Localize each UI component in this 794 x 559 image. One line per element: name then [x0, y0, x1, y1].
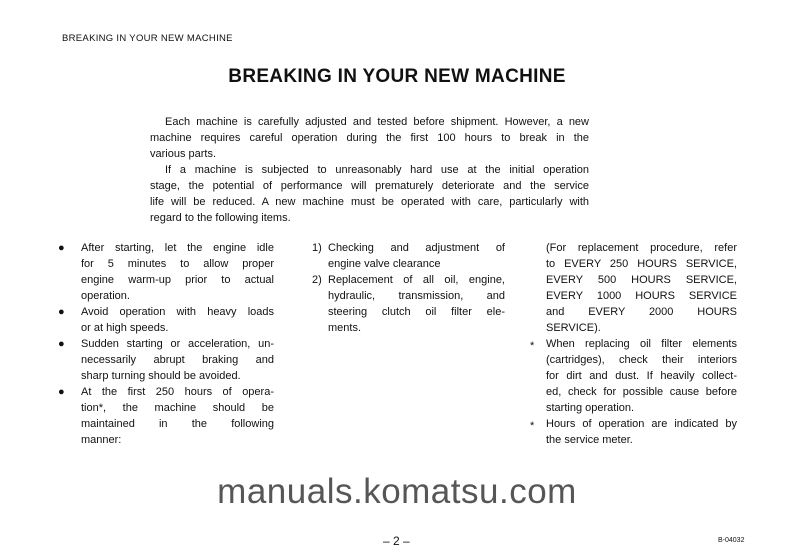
bullet-line: tion*, the machine should be — [81, 402, 274, 414]
bullet-line: Avoid operation with heavy loads — [81, 306, 274, 318]
note-line: the service meter. — [546, 434, 633, 446]
document-code: B-04032 — [718, 537, 745, 544]
service-reference-line: and EVERY 2000 HOURS — [546, 306, 737, 318]
watermark: manuals.komatsu.com — [217, 472, 577, 511]
service-reference-line: EVERY 1000 HOURS SERVICE — [546, 290, 737, 302]
intro-line: machine requires careful operation during the first 100 hours to break in the — [150, 132, 589, 144]
note-line: starting operation. — [546, 402, 635, 414]
bullet-line: At the first 250 hours of opera- — [81, 386, 274, 398]
service-reference-line: to EVERY 250 HOURS SERVICE, — [546, 258, 737, 270]
bullet-icon: ● — [58, 242, 65, 254]
bullet-line: necessarily abrupt braking and — [81, 354, 274, 366]
service-reference-line: (For replacement procedure, refer — [546, 242, 737, 254]
page-title: BREAKING IN YOUR NEW MACHINE — [228, 66, 566, 87]
bullet-line: maintained in the following — [81, 418, 274, 430]
asterisk-note-marker: * — [530, 420, 535, 432]
bullet-icon: ● — [58, 386, 65, 398]
page-number: – 2 – — [383, 534, 410, 548]
intro-line: Each machine is carefully adjusted and tested before shipment. However, a new — [165, 116, 589, 128]
note-line: for dirt and dust. If heavily collect- — [546, 370, 737, 382]
intro-line: various parts. — [150, 148, 217, 160]
note-line: (cartridges), check their interiors — [546, 354, 737, 366]
bullet-icon: ● — [58, 338, 65, 350]
numbered-line: Replacement of all oil, engine, — [328, 274, 505, 286]
running-header: BREAKING IN YOUR NEW MACHINE — [62, 33, 233, 44]
service-reference-line: SERVICE). — [546, 322, 601, 334]
bullet-line: After starting, let the engine idle — [81, 242, 274, 254]
note-line: When replacing oil filter elements — [546, 338, 737, 350]
bullet-icon: ● — [58, 306, 65, 318]
bullet-line: sharp turning should be avoided. — [81, 370, 241, 382]
item-number: 2) — [312, 274, 322, 286]
intro-line: stage, the potential of performance will prematurely deteriorate and the service — [150, 180, 589, 192]
numbered-line: Checking and adjustment of — [328, 242, 505, 254]
note-line: Hours of operation are indicated by — [546, 418, 737, 430]
numbered-line: engine valve clearance — [328, 258, 441, 270]
intro-line: regard to the following items. — [150, 212, 291, 224]
bullet-line: engine warm-up prior to actual — [81, 274, 274, 286]
intro-line: life will be reduced. A new machine must be operated with care, particularly with — [150, 196, 589, 208]
bullet-line: Sudden starting or acceleration, un- — [81, 338, 274, 350]
intro-line: If a machine is subjected to unreasonably hard use at the initial operation — [165, 164, 589, 176]
bullet-line: or at high speeds. — [81, 322, 169, 334]
asterisk-note-marker: * — [530, 340, 535, 352]
numbered-line: hydraulic, transmission, and — [328, 290, 505, 302]
numbered-line: steering clutch oil filter ele- — [328, 306, 505, 318]
bullet-line: manner: — [81, 434, 122, 446]
note-line: ed, check for possible cause before — [546, 386, 737, 398]
bullet-line: for 5 minutes to allow proper — [81, 258, 274, 270]
bullet-line: operation. — [81, 290, 130, 302]
service-reference-line: EVERY 500 HOURS SERVICE, — [546, 274, 737, 286]
numbered-line: ments. — [328, 322, 362, 334]
item-number: 1) — [312, 242, 322, 254]
